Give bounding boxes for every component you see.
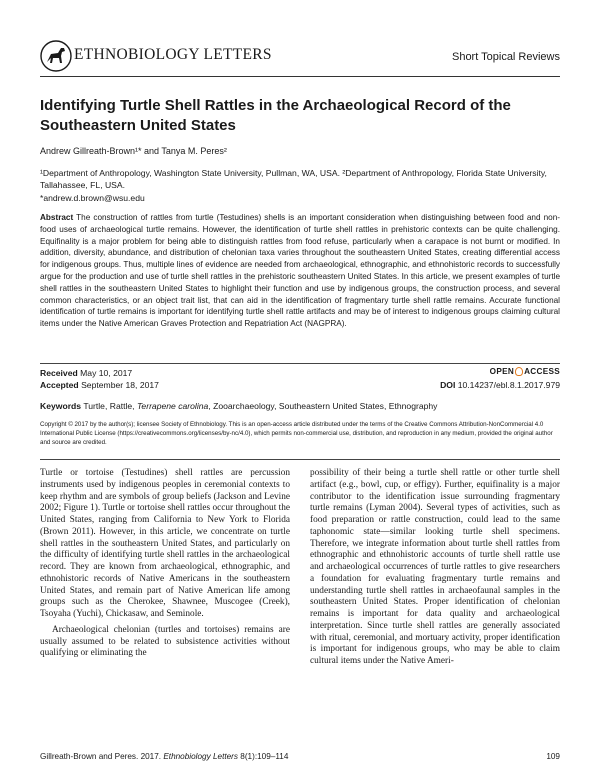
body-column-left bbox=[40, 468, 290, 660]
journal-name: ETHNOBIOLOGY LETTERS bbox=[74, 46, 272, 63]
citation-journal: Ethnobiology Letters bbox=[163, 752, 238, 761]
keywords-label: Keywords bbox=[40, 401, 82, 411]
meta-divider-bottom bbox=[40, 459, 560, 460]
society-logo-icon bbox=[40, 40, 72, 72]
open-access-badge bbox=[490, 367, 560, 376]
accepted-label: Accepted bbox=[40, 380, 79, 390]
body-paragraph: Turtle or tortoise (Testudines) shell rattles are percussion instruments used by indigenous peoples in ceremonial contexts to keep rhythm and are symbols of group beliefs (Jackson and Levine 2002; Figure 1). Turtle or tortoise shell rattles occur throughout the United States, ranging from California to New York to Florida (Brown 2011). However, in this article, we concentrate on turtle shell rattles in the southeastern United States, and particularly on the difficulty of identifying turtle shell rattles in the archaeological record. They are known from archaeological, ethnographic, and ethnohistoric records of Native Americans in the southeastern United States, and remain part of Native American life among groups such as the Cherokee, Shawnee, Muscogee (Creek), Tsoyaha (Yuchi), Chickasaw, and Seminole. bbox=[40, 468, 290, 619]
body-column-right bbox=[310, 468, 560, 668]
received-value: May 10, 2017 bbox=[80, 368, 133, 378]
keywords bbox=[40, 401, 437, 411]
accepted-value: September 18, 2017 bbox=[81, 380, 159, 390]
abstract bbox=[40, 212, 560, 330]
corresponding-email[interactable]: *andrew.d.brown@wsu.edu bbox=[40, 193, 145, 203]
section-label: Short Topical Reviews bbox=[451, 51, 560, 63]
open-lock-icon bbox=[515, 367, 523, 376]
article-authors: Andrew Gillreath-Brown¹* and Tanya M. Peres² bbox=[40, 146, 227, 156]
article-title: Identifying Turtle Shell Rattles in the Archaeological Record of the Southeastern United States bbox=[40, 97, 511, 134]
abstract-text: The construction of rattles from turtle (Testudines) shells is an important consideration when distinguishing between food and non-food uses of archaeological turtle remains. However, the identification of turtle shell rattles in prehistoric contexts can be quite challenging. Equifinality is a major problem for being able to distinguish rattles from food refuse, particularly when a carapace is not burnt or modified. In addition, diversity, abundance, and distribution of chelonian taxa varies throughout the southeastern United States, creating differential access for indigenous groups. Thus, multiple lines of evidence are needed from archaeological, ethnographic, and ethnohistoric records to successfully argue for the production and use of turtle shell rattles in the prehistoric southeastern United States. In this article, we present examples of turtle shell rattles in the southeastern United States to highlight their function and use by indigenous groups, the construction process, and several common characteristics, or an object trait list, that can aid in the identification of fragmentary turtle shell rattle remains. Accurate functional identification of turtle remains is important for identifying turtle shell rattle artifacts and may be of interest to indigenous groups claiming cultural items under the Native American Graves Protection and Repatriation Act (NAGPRA). bbox=[40, 213, 560, 329]
body-paragraph: possibility of their being a turtle shell rattle or other turtle shell artifact (e.g., bowl, cup, or effigy). Further, equifinality is a major contributor to the identification issue surrounding fragmentary turtle remains (Lyman 2004). Several types of activities, such as food preparation or rattle construction, could lead to the same taphonomic state—similar looking turtle shell specimens. Therefore, we integrate information about turtle shell rattles from ethnographic and ethnohistoric accounts of turtle shell rattle use and archaeological occurrences of turtle rattles to give researchers a foundation for evaluating fragmentary turtle remains and understanding turtle shell rattles in archaeofaunal samples in the southeastern United States. Proper identification of chelonian remains is important for data quality and archaeological interpretation. Since turtle shell rattles are generally associated with ritual, ceremonial, and mortuary activity, proper identification is important for indigenous groups, who may be able to claim cultural items under the Native Ameri- bbox=[310, 468, 560, 666]
body-paragraph: Archaeological chelonian (turtles and tortoises) remains are usually assumed to be related to subsistence activities without qualifying or eliminating the bbox=[40, 624, 290, 659]
header-divider bbox=[40, 76, 560, 77]
keywords-post: , Zooarchaeology, Southeastern United States, Ethnography bbox=[208, 401, 438, 411]
page-number: 109 bbox=[546, 752, 560, 761]
abstract-label: Abstract bbox=[40, 213, 74, 222]
citation-post: 8(1):109–114 bbox=[240, 752, 289, 761]
citation-pre: Gillreath-Brown and Peres. 2017. bbox=[40, 752, 162, 761]
doi[interactable] bbox=[440, 380, 560, 390]
copyright-notice: Copyright © 2017 by the author(s); licensee Society of Ethnobiology. This is an open-access article distributed under the terms of the Creative Commons Attribution-NonCommercial 4.0 International Public License (https://creativecommons.org/licenses/by-nc/4.0), which permits non-commercial use, distribution, and reproduction in any medium, provided the original author and source are credited. bbox=[40, 421, 553, 447]
doi-label: DOI bbox=[440, 380, 456, 390]
received-label: Received bbox=[40, 368, 78, 378]
accepted-date bbox=[40, 380, 159, 390]
footer-citation bbox=[40, 752, 288, 761]
author-affiliations: ¹Department of Anthropology, Washington State University, Pullman, WA, USA. ²Department of Anthropology, Florida State University, Tallahassee, FL, USA. bbox=[40, 168, 547, 190]
keywords-species: Terrapene carolina bbox=[136, 401, 209, 411]
doi-value[interactable]: 10.14237/ebl.8.1.2017.979 bbox=[457, 380, 560, 390]
meta-divider-top bbox=[40, 363, 560, 364]
open-access-post: ACCESS bbox=[524, 367, 560, 376]
open-access-pre: OPEN bbox=[489, 367, 515, 376]
received-date bbox=[40, 368, 132, 378]
keywords-pre: Turtle, Rattle, bbox=[83, 401, 135, 411]
